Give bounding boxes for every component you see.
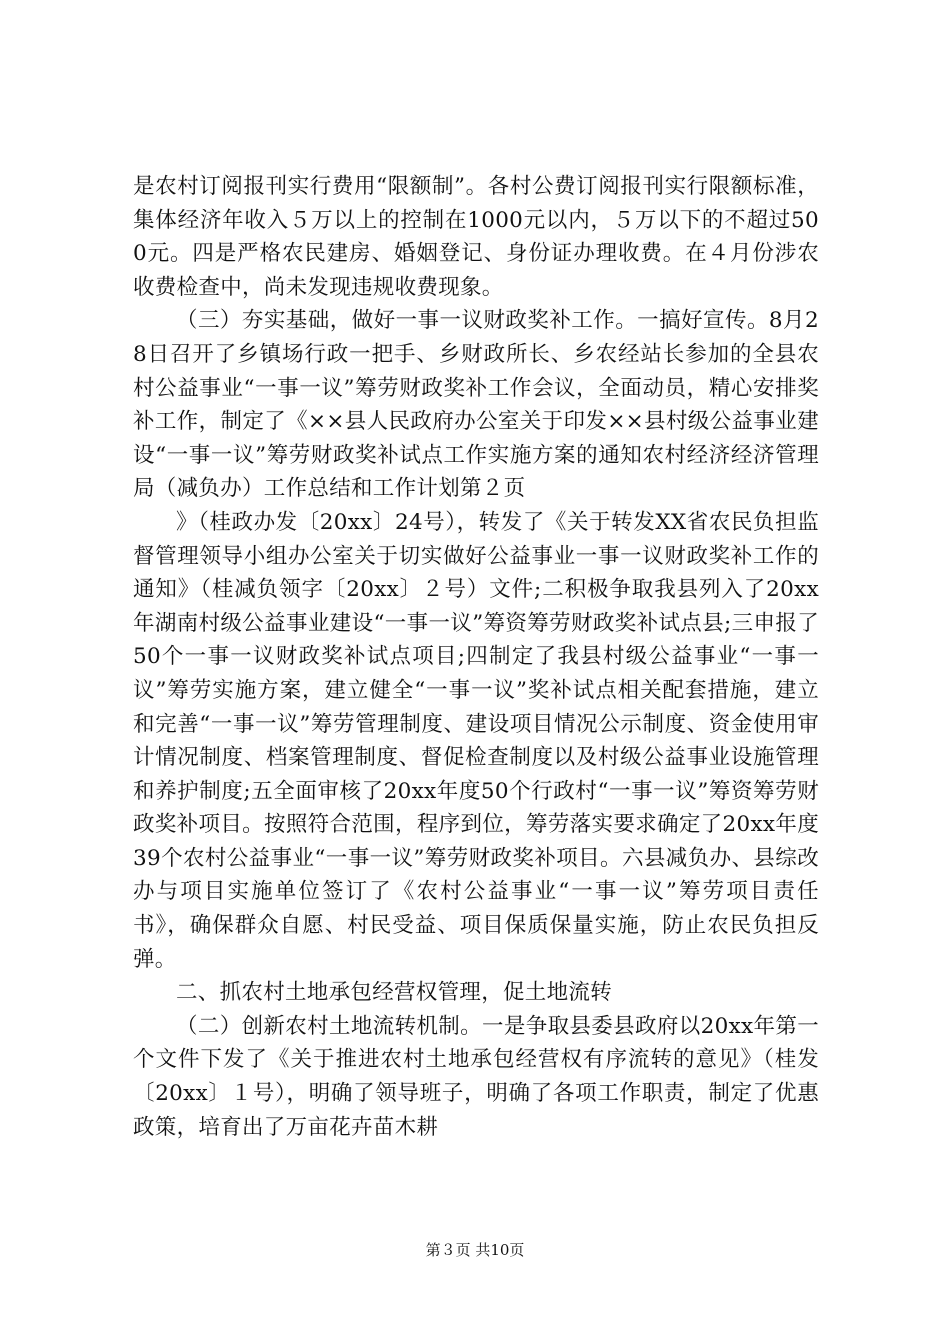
- page-footer: 第３页 共10页: [425, 1241, 525, 1259]
- document-body: [133, 170, 819, 1144]
- paragraph-fee-limits: 是农村订阅报刊实行费用“限额制”。各村公费订阅报刊实行限额标准，集体经济年收入５万以上的控制在1000元以内，５万以下的不超过500元。四是严格农民建房、婚姻登记、身份证办理收费。在４月份涉农收费检查中，尚未发现违规收费现象。: [133, 174, 819, 300]
- section-heading-land-contract: 二、抓农村土地承包经营权管理，促土地流转: [176, 980, 613, 1006]
- paragraph-document-forwarding: 》（桂政办发〔20xx〕24号），转发了《关于转发XX省农民负担监督管理领导小组办公室关于切实做好公益事业一事一议财政奖补工作的通知》（桂减负领字〔20xx〕２号）文件;二积极争取我县列入了20xx年湖南村级公益事业建设“一事一议”筹资筹劳财政奖补试点县;三申报了50个一事一议财政奖补试点项目;四制定了我县村级公益事业“一事一议”筹劳实施方案，建立健全“一事一议”奖补试点相关配套措施，建立和完善“一事一议”筹劳管理制度、建设项目情况公示制度、资金使用审计情况制度、档案管理制度、督促检查制度以及村级公益事业设施管理和养护制度;五全面审核了20xx年度50个行政村“一事一议”筹资筹劳财政奖补项目。按照符合范围，程序到位，筹劳落实要求确定了20xx年度39个农村公益事业“一事一议”筹劳财政奖补项目。六县减负办、县综改办与项目实施单位签订了《农村公益事业“一事一议”筹劳项目责任书》，确保群众自愿、村民受益、项目保质保量实施，防止农民负担反弹。: [133, 509, 819, 972]
- paragraph-one-matter-one-discussion: （三）夯实基础，做好一事一议财政奖补工作。一搞好宣传。8月28日召开了乡镇场行政一把手、乡财政所长、乡农经站长参加的全县农村公益事业“一事一议”筹劳财政奖补工作会议，全面动员，精心安排奖补工作，制定了《××县人民政府办公室关于印发××县村级公益事业建设“一事一议”筹劳财政奖补试点工作实施方案的通知农村经济经济管理局（减负办）工作总结和工作计划第２页: [133, 308, 819, 502]
- paragraph-land-transfer-mechanism: （二）创新农村土地流转机制。一是争取县委县政府以20xx年第一个文件下发了《关于推进农村土地承包经营权有序流转的意见》（桂发〔20xx〕１号），明确了领导班子，明确了各项工作职责，制定了优惠政策，培育出了万亩花卉苗木耕: [133, 1013, 819, 1140]
